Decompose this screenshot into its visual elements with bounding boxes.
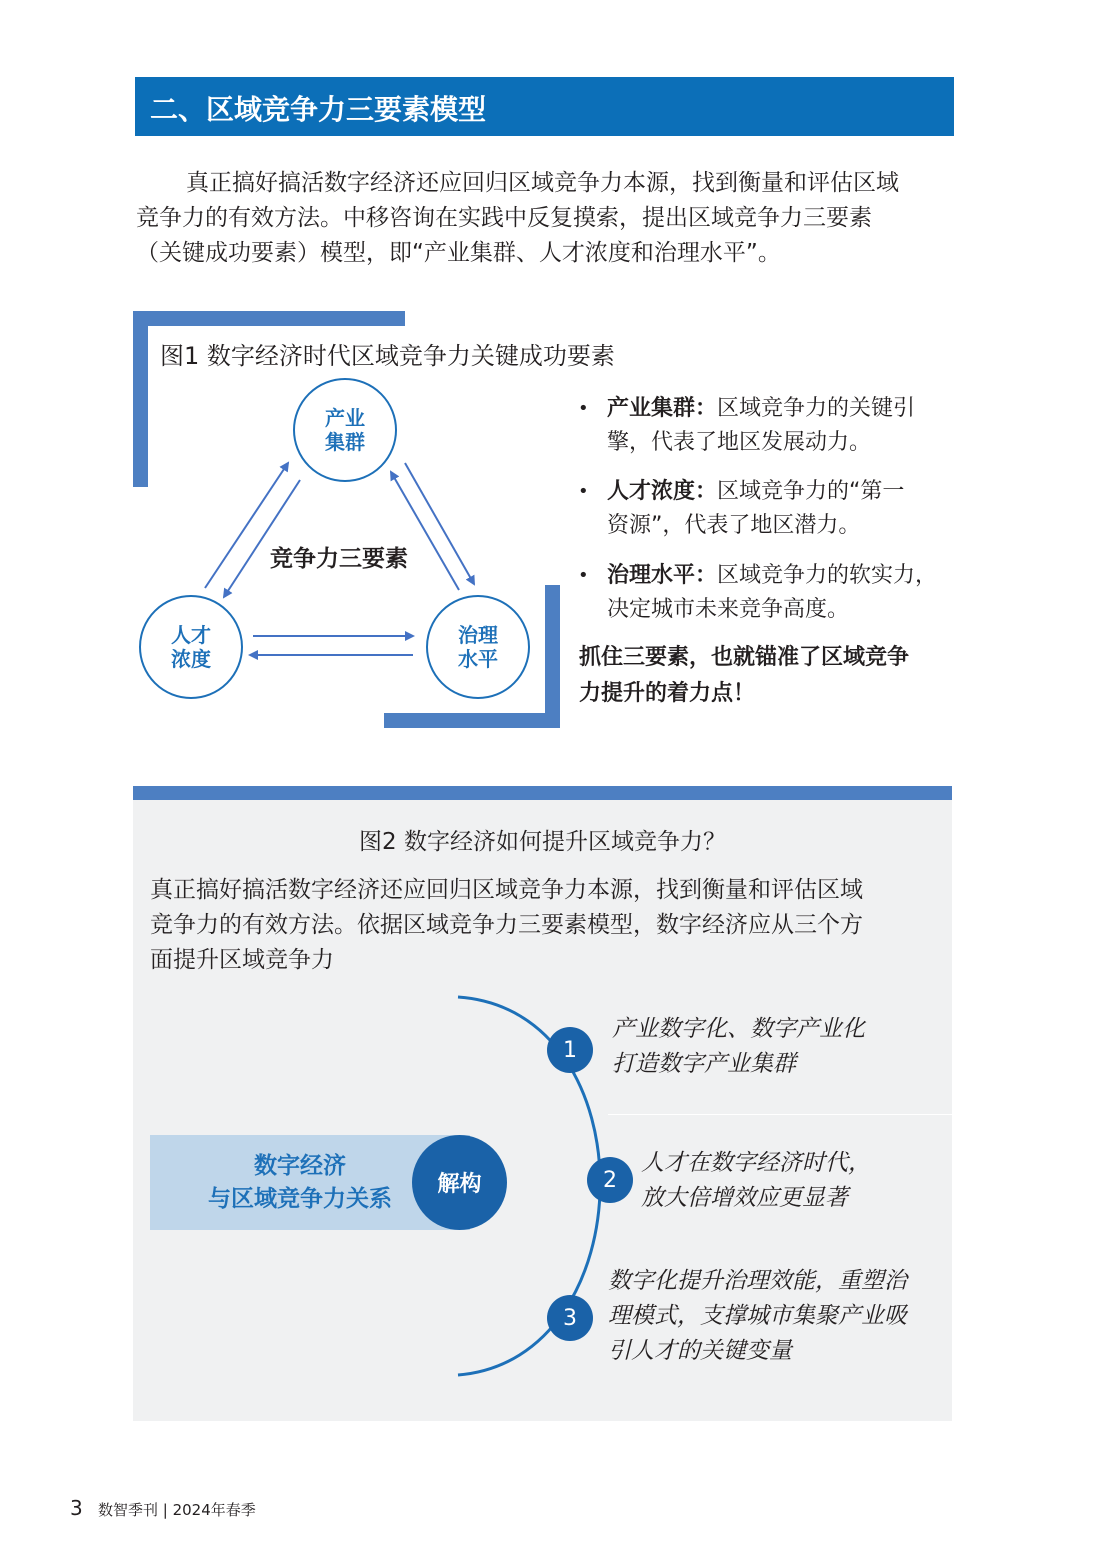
footer-page-number: 3 (70, 1496, 83, 1520)
fig1-center-label: 竞争力三要素 (270, 546, 408, 572)
fig2-line-1: 真正搞好搞活数字经济还应回归区域竞争力本源，找到衡量和评估区域 (150, 877, 863, 903)
deconstruct-badge (412, 1135, 507, 1230)
fig2-line-3: 面提升区域竞争力 (150, 947, 334, 973)
bullet-1-line-2: 擎，代表了地区发展动力。 (607, 430, 872, 455)
fig1-title: 图1 数字经济时代区域竞争力关键成功要素 (160, 342, 615, 370)
item-3-text: 数字化提升治理效能，重塑治 理模式，支撑城市集聚产业吸 引人才的关键变量 (608, 1268, 907, 1364)
bullet-2-desc: 区域竞争力的“第一 (717, 479, 905, 504)
bullet-3-term: 治理水平： (607, 563, 718, 588)
bullet-dot-3: • (578, 565, 589, 586)
bullet-1-desc: 区域竞争力的关键引 (717, 396, 916, 421)
section-title: 二、区域竞争力三要素模型 (150, 93, 487, 126)
intro-line-1: 真正搞好搞活数字经济还应回归区域竞争力本源，找到衡量和评估区域 (186, 170, 899, 196)
node-industry-cluster-label: 产业 集群 (325, 406, 365, 454)
item-2-number: 2 (587, 1157, 633, 1203)
intro-line-2: 竞争力的有效方法。中移咨询在实践中反复摸索，提出区域竞争力三要素 (136, 205, 872, 231)
node-governance-level-label: 治理 水平 (458, 623, 498, 671)
item-2-text: 人才在数字经济时代， 放大倍增效应更显著 (641, 1150, 871, 1211)
bullet-3-desc: 区域竞争力的软实力， (717, 563, 938, 588)
bullet-dot-2: • (578, 481, 589, 502)
conclusion-line-1: 抓住三要素，也就锚准了区域竞争 (579, 645, 910, 670)
relation-label: 数字经济 与区域竞争力关系 (208, 1153, 392, 1212)
deconstruct-badge-label: 解构 (437, 1172, 482, 1197)
fig2-line-2: 竞争力的有效方法。依据区域竞争力三要素模型，数字经济应从三个方 (150, 912, 863, 938)
node-talent-density-label: 人才 浓度 (171, 623, 211, 671)
conclusion-line-2: 力提升的着力点！ (579, 681, 756, 706)
bullet-2-term: 人才浓度： (607, 479, 718, 504)
footer-publication: 数智季刊 | 2024年春季 (98, 1501, 256, 1519)
bullet-3-line-2: 决定城市未来竞争高度。 (607, 597, 850, 622)
item-1-text: 产业数字化、数字产业化 打造数字产业集群 (612, 1016, 865, 1077)
bullet-dot-1: • (578, 398, 589, 419)
item-1-number: 1 (547, 1027, 593, 1073)
bullet-2-line-2: 资源”，代表了地区潜力。 (607, 513, 861, 538)
fig2-title: 图2 数字经济如何提升区域竞争力？ (359, 829, 726, 855)
item-3-number: 3 (547, 1295, 593, 1341)
bullet-1-term: 产业集群： (607, 396, 718, 421)
intro-line-3: （关键成功要素）模型，即“产业集群、人才浓度和治理水平”。 (136, 240, 781, 266)
